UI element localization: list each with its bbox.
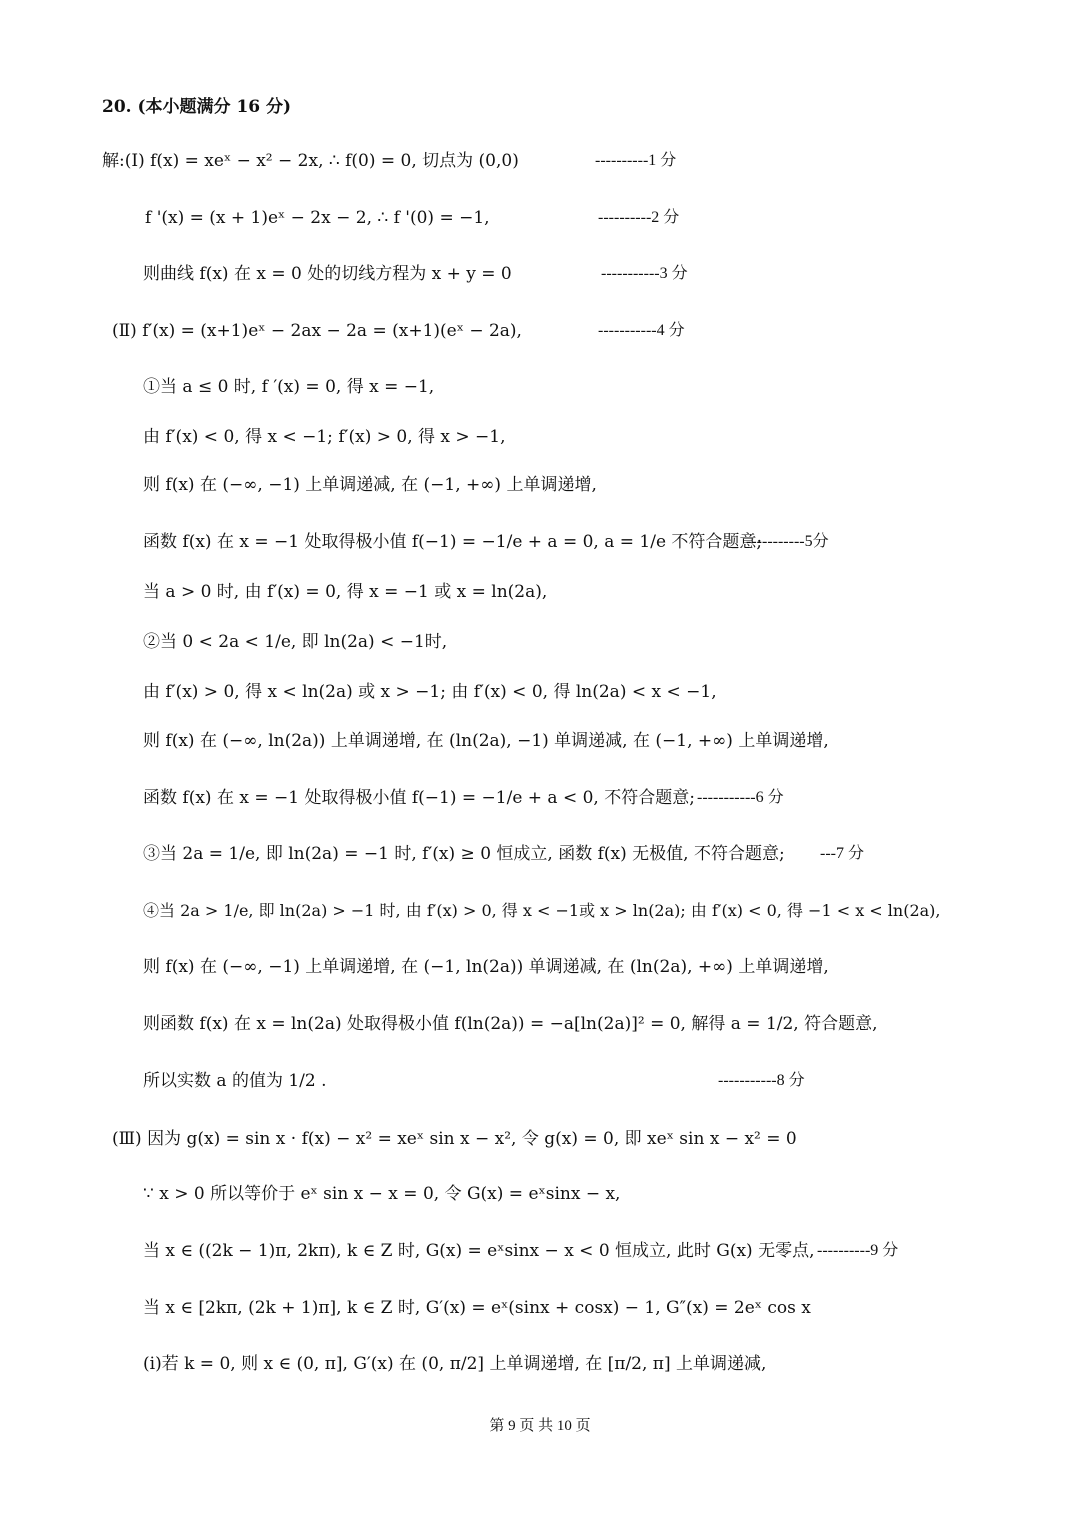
score-7: ---7 分 <box>820 845 864 862</box>
solution-line-22: 当 x ∈ [2kπ, (2k + 1)π], k ∈ Z 时, G′(x) = eˣ(sinx + cosx) − 1, G″(x) = 2eˣ cos x <box>143 1298 811 1318</box>
solution-line-20: ∵ x > 0 所以等价于 eˣ sin x − x = 0, 令 G(x) = eˣsinx − x, <box>143 1184 621 1204</box>
solution-line-18: 所以实数 a 的值为 1/2 . <box>143 1071 327 1091</box>
score-5: -----------5分 <box>746 533 829 550</box>
solution-line-7: 则 f(x) 在 (−∞, −1) 上单调递减, 在 (−1, +∞) 上单调递增, <box>143 475 597 495</box>
solution-line-3: 则曲线 f(x) 在 x = 0 处的切线方程为 x + y = 0 <box>143 264 512 284</box>
page-number-footer: 第 9 页 共 10 页 <box>489 1418 591 1434</box>
solution-line-23: (i)若 k = 0, 则 x ∈ (0, π], G′(x) 在 (0, π/2] 上单调递增, 在 [π/2, π] 上单调递减, <box>143 1354 767 1374</box>
solution-line-2: f '(x) = (x + 1)eˣ − 2x − 2, ∴ f '(0) = −1, <box>145 208 490 228</box>
solution-line-10: ②当 0 < 2a < 1/e, 即 ln(2a) < −1时, <box>143 632 448 652</box>
solution-line-15: ④当 2a > 1/e, 即 ln(2a) > −1 时, 由 f′(x) > 0, 得 x < −1或 x > ln(2a); 由 f′(x) < 0, 得 −1 < x < ln(2a), <box>143 901 941 920</box>
problem-heading: 20. (本小题满分 16 分) <box>102 97 292 117</box>
score-4: -----------4 分 <box>598 322 685 339</box>
solution-line-5: ①当 a ≤ 0 时, f ′(x) = 0, 得 x = −1, <box>143 377 435 397</box>
solution-line-8: 函数 f(x) 在 x = −1 处取得极小值 f(−1) = −1/e + a = 0, a = 1/e 不符合题意; <box>143 532 763 552</box>
score-2: ----------2 分 <box>598 209 680 226</box>
solution-line-19: (Ⅲ) 因为 g(x) = sin x · f(x) − x² = xeˣ sin x − x², 令 g(x) = 0, 即 xeˣ sin x − x² = 0 <box>112 1129 797 1149</box>
solution-line-6: 由 f′(x) < 0, 得 x < −1; f′(x) > 0, 得 x > −1, <box>143 427 506 447</box>
score-9: ----------9 分 <box>817 1242 899 1259</box>
solution-line-17: 则函数 f(x) 在 x = ln(2a) 处取得极小值 f(ln(2a)) = −a[ln(2a)]² = 0, 解得 a = 1/2, 符合题意, <box>143 1014 878 1034</box>
score-1: ----------1 分 <box>595 152 677 169</box>
score-3: -----------3 分 <box>601 265 688 282</box>
solution-line-4: (Ⅱ) f′(x) = (x+1)eˣ − 2ax − 2a = (x+1)(eˣ − 2a), <box>112 321 522 341</box>
solution-line-1: 解:(Ⅰ) f(x) = xeˣ − x² − 2x, ∴ f(0) = 0, 切点为 (0,0) <box>102 151 519 171</box>
solution-line-16: 则 f(x) 在 (−∞, −1) 上单调递增, 在 (−1, ln(2a)) 单调递减, 在 (ln(2a), +∞) 上单调递增, <box>143 957 829 977</box>
solution-line-21: 当 x ∈ ((2k − 1)π, 2kπ), k ∈ Z 时, G(x) = eˣsinx − x < 0 恒成立, 此时 G(x) 无零点, <box>143 1241 815 1261</box>
solution-line-9: 当 a > 0 时, 由 f′(x) = 0, 得 x = −1 或 x = ln(2a), <box>143 582 548 602</box>
score-6: -----------6 分 <box>697 789 784 806</box>
solution-line-14: ③当 2a = 1/e, 即 ln(2a) = −1 时, f′(x) ≥ 0 恒成立, 函数 f(x) 无极值, 不符合题意; <box>143 844 785 864</box>
solution-line-12: 则 f(x) 在 (−∞, ln(2a)) 上单调递增, 在 (ln(2a), −1) 单调递减, 在 (−1, +∞) 上单调递增, <box>143 731 829 751</box>
score-8: -----------8 分 <box>718 1072 805 1089</box>
solution-line-13: 函数 f(x) 在 x = −1 处取得极小值 f(−1) = −1/e + a < 0, 不符合题意; <box>143 788 695 808</box>
solution-line-11: 由 f′(x) > 0, 得 x < ln(2a) 或 x > −1; 由 f′(x) < 0, 得 ln(2a) < x < −1, <box>143 682 717 702</box>
